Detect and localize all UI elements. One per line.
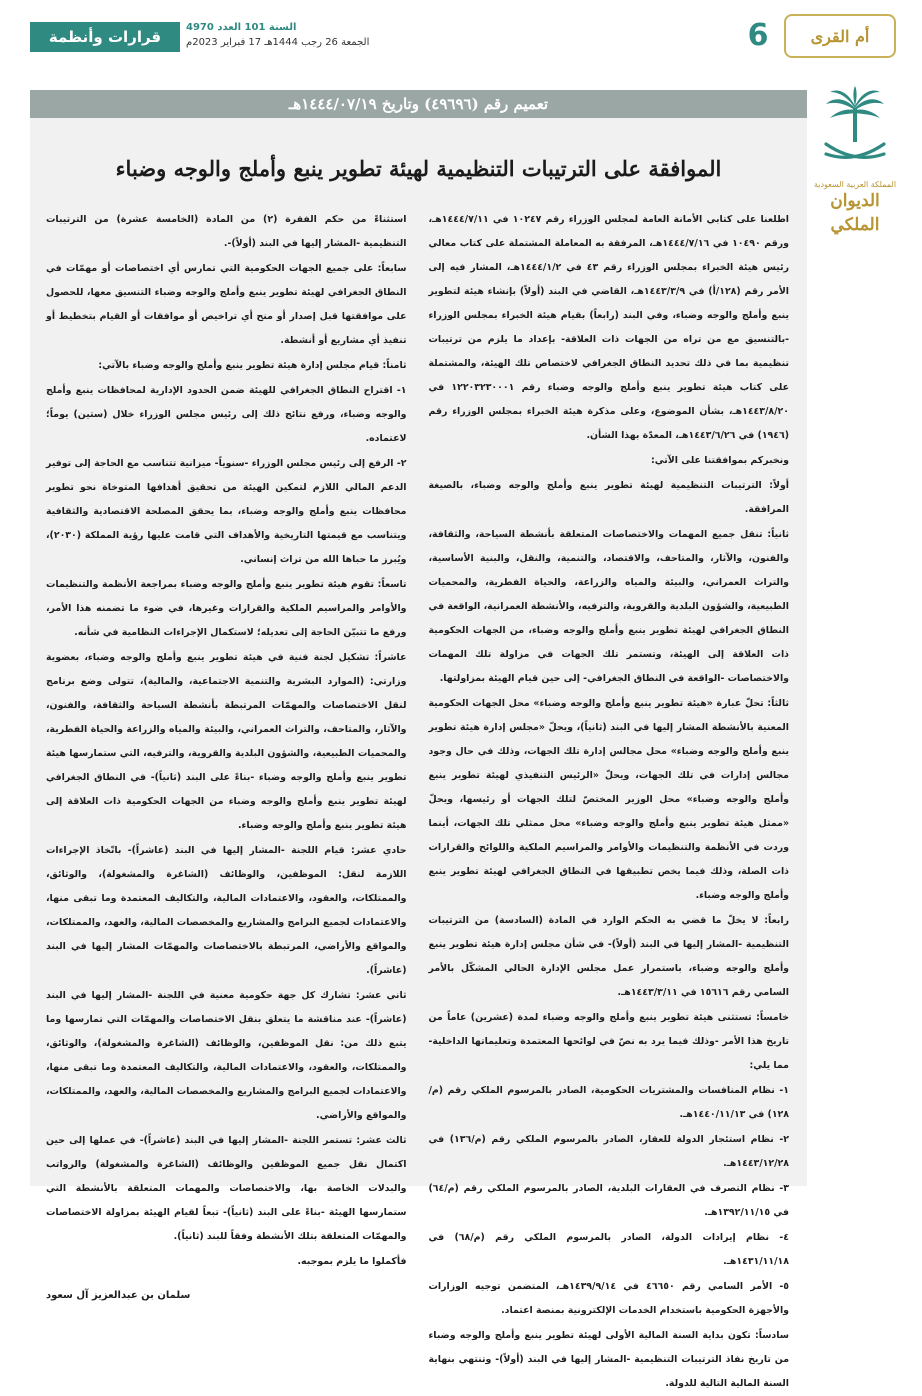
paragraph: ٤- نظام إيرادات الدولة، الصادر بالمرسوم الملكي رقم (م/٦٨) في ١٤٣١/١١/١٨هـ. bbox=[428, 1232, 789, 1267]
paragraph: رابعاً: لا يخلّ ما قضي به الحكم الوارد في المادة (السادسة) من الترتيبات التنظيمية -المشار إليها في البند (أولاً)- في شأن مجلس إدارة هيئة تطوير ينبع وأملج والوجه وضباء، باستمرار عمل مجلس الإدارة الحالي المشكّل بالأمر السامي رقم ١٥٦١٦ في ١٤٤٣/٣/١١هـ. bbox=[428, 915, 789, 998]
circular-number-title: تعميم رقم (٤٩٦٩٦) وتاريخ ١٤٤٤/٠٧/١٩هـ bbox=[288, 95, 549, 113]
left-column-paragraphs bbox=[46, 208, 407, 1274]
masthead-logo bbox=[784, 14, 896, 58]
paragraph: تاسعاً: تقوم هيئة تطوير ينبع وأملج والوجه وضباء بمراجعة الأنظمة والتنظيمات والأوامر والمراسيم الملكية والقرارات وغيرها، في ضوء ما تضمنه هذا الأمر، ورفع ما تتبيّن الحاجة إلى تعديله؛ لاستكمال الإجراءات النظامية في شأنه. bbox=[46, 579, 407, 638]
paragraph: ١- اقتراح النطاق الجغرافي للهيئة ضمن الحدود الإدارية لمحافظات ينبع وأملج والوجه وضباء، ورفع نتائج ذلك إلى رئيس مجلس الوزراء خلال (ستين) يوماً؛ لاعتماده. bbox=[46, 385, 407, 444]
paragraph: أولاً: الترتيبات التنظيمية لهيئة تطوير ينبع وأملج والوجه وضباء، بالصيغة المرافقة. bbox=[428, 480, 789, 515]
paragraph: سادساً: تكون بداية السنة المالية الأولى لهيئة تطوير ينبع وأملج والوجه وضباء من تاريخ نفاذ الترتيبات التنظيمية -المشار إليها في البند (أولاً)- وتنتهي بنهاية السنة المالية التالية للدولة. bbox=[428, 1330, 789, 1389]
text-columns bbox=[46, 208, 790, 1389]
paragraph: ٢- نظام استئجار الدولة للعقار، الصادر بالمرسوم الملكي رقم (م/١٣٦) في ١٤٤٣/١٢/٢٨هـ. bbox=[428, 1134, 789, 1169]
article-headline: الموافقة على الترتيبات التنظيمية لهيئة تطوير ينبع وأملج والوجه وضباء bbox=[115, 156, 722, 181]
circular-panel bbox=[30, 90, 807, 1389]
left-text-column bbox=[46, 208, 407, 1301]
paragraph: ثامناً: قيام مجلس إدارة هيئة تطوير ينبع وأملج والوجه وضباء بالآتي: bbox=[98, 360, 407, 371]
paragraph: ٢- الرفع إلى رئيس مجلس الوزراء -سنوياً- ميزانية تتناسب مع الحاجة إلى توفير الدعم المالي اللازم لتمكين الهيئة من تحقيق أهدافها المتوخاة نحو تطوير محافظات ينبع وأملج والوجه وضباء، بما يحقق المصلحة الاقتصادية والثقافية ويتناسب مع قيمتها التاريخية والأهداف التي قامت عليها رؤية المملكة (٢٠٣٠)، ويُبرز ما حباها الله من تراث إنساني. bbox=[46, 458, 407, 565]
palm-swords-emblem-icon bbox=[818, 86, 892, 176]
paragraph: عاشراً: تشكيل لجنة فنية في هيئة تطوير ينبع وأملج والوجه وضباء، بعضوية وزارتي: (الموارد البشرية والتنمية الاجتماعية، والمالية)، تتولى وضع برنامج لنقل الاختصاصات والمهمّات المرتبطة بأنشطة السياحة والثقافة، والفنون، والآثار، والمتاحف، والتراث العمراني، والبيئة والمياه والزراعة والحياة الفطرية، والمحميات الطبيعية، والشؤون البلدية والقروية، والترفيه، التي ستمارسها هيئة تطوير ينبع وأملج والوجه وضباء -بناءً على البند (ثانياً)- في النطاق الجغرافي لهيئة تطوير ينبع وأملج والوجه وضباء من الجهات الحكومية ذات العلاقة إلى هيئة تطوير ينبع وأملج والوجه وضباء. bbox=[46, 652, 407, 831]
masthead-title: أم القرى bbox=[810, 26, 870, 46]
paragraph: ثالثاً: تحلّ عبارة «هيئة تطوير ينبع وأملج والوجه وضباء» محل الجهات الحكومية المعنية بالأنشطة المشار إليها في البند (ثانياً)، ويحلّ «مجلس إدارة هيئة تطوير ينبع وأملج والوجه وضباء» محل مجالس إدارة تلك الجهات، وذلك في حال وجود مجالس إدارات في تلك الجهات، ويحلّ «الرئيس التنفيذي لهيئة تطوير ينبع وأملج والوجه وضباء» محل الوزير المختصّ لتلك الجهات أو رئيسها، ويحلّ «ممثل هيئة تطوير ينبع وأملج والوجه وضباء» محل ممثلي تلك الجهات، أينما وردت في الأنظمة والتنظيمات والأوامر والمراسيم الملكية واللوائح والقرارات ذات الصلة، وذلك فيما يخص تطبيقها في النطاق الجغرافي لهيئة تطوير ينبع وأملج والوجه وضباء. bbox=[428, 698, 789, 901]
paragraph: حادي عشر: قيام اللجنة -المشار إليها في البند (عاشراً)- باتّخاذ الإجراءات اللازمة لنقل: الموظفين، والوظائف (الشاغرة والمشغولة)، والوثائق، والممتلكات، والعقود، والاعتمادات المالية، والتكاليف المعتمدة وما تبقى منها، والاعتمادات لجميع البرامج والمشاريع والمخصصات المالية، والعهد، والممتلكات، والمواقع والأراضي، المرتبطة بالاختصاصات والمهمّات المشار إليها في البند (عاشراً). bbox=[46, 845, 407, 976]
right-text-column bbox=[428, 208, 790, 1389]
paragraph: فأكملوا ما يلزم بموجبه. bbox=[297, 1256, 407, 1267]
paragraph: ثانياً: تنقل جميع المهمات والاختصاصات المتعلقة بأنشطة السياحة، والثقافة، والفنون، والآثار، والمتاحف، والاقتصاد، والتنمية، والنقل، والبنية الأساسية، والتراث العمراني، والبيئة والمياه والزراعة، والحياة الفطرية، والمحميات الطبيعية، والشؤون البلدية والقروية، والترفيه، والأنشطة العمرانية، الواقعة في النطاق الجغرافي لهيئة تطوير ينبع وأملج والوجه وضباء، من الجهات الحكومية ذات العلاقة إلى الهيئة، وتستمر تلك الجهات في مزاولة تلك المهمات والاختصاصات -الواقعة في النطاق الجغرافي- إلى حين قيام الهيئة بمزاولتها. bbox=[428, 529, 789, 684]
paragraph: ونخبركم بموافقتنا على الآتي: bbox=[651, 455, 789, 466]
paragraph: استثناءً من حكم الفقرة (٢) من المادة (الخامسة عشرة) من الترتيبات التنظيمية -المشار إليها في البند (أولاً)-. bbox=[46, 214, 407, 249]
court-logo-title: الديوان الملكي bbox=[830, 191, 880, 235]
section-tab: قرارات وأنظمة bbox=[30, 22, 180, 52]
paragraph: ١- نظام المنافسات والمشتريات الحكومية، الصادر بالمرسوم الملكي رقم (م/١٢٨) في ١٤٤٠/١١/١٣هـ. bbox=[428, 1085, 789, 1120]
paragraph: ثالث عشر: تستمر اللجنة -المشار إليها في البند (عاشراً)- في عملها إلى حين اكتمال نقل جميع الموظفين والوظائف (الشاغرة والمشغولة) والرواتب والبدلات الخاصة بها، والاختصاصات والمهمات المتعلقة بالأنشطة التي ستمارسها الهيئة -بناءً على البند (ثانياً)- تبعاً لقيام الهيئة بمزاولة الاختصاصات والمهمّات المتعلقة بتلك الأنشطة وفقاً للبند (ثانياً). bbox=[46, 1135, 407, 1242]
page-number: 6 bbox=[747, 18, 769, 53]
paragraph: سابعاً: على جميع الجهات الحكومية التي تمارس أي اختصاصات أو مهمّات في النطاق الجغرافي لهيئة تطوير ينبع وأملج والوجه وضباء التنسيق معها، للحصول على موافقتها قبل إصدار أو منح أي تراخيص أو موافقات أو القيام بتخطيط أو تنفيذ أي مشاريع أو أنشطة. bbox=[46, 263, 407, 346]
paragraph: ٣- نظام التصرف في العقارات البلدية، الصادر بالمرسوم الملكي رقم (م/٦٤) في ١٣٩٢/١١/١٥هـ. bbox=[428, 1183, 789, 1218]
date-line: الجمعة 26 رجب 1444هـ 17 فبراير 2023م bbox=[186, 37, 370, 48]
court-logo-subtitle: المملكة العربية السعودية bbox=[813, 180, 897, 189]
page-header bbox=[0, 0, 922, 78]
circular-title-bar bbox=[30, 90, 807, 118]
royal-court-logo bbox=[812, 180, 898, 235]
paragraph: اطلعنا على كتابي الأمانة العامة لمجلس الوزراء رقم ١٠٢٤٧ في ١٤٤٤/٧/١١هـ، ورقم ١٠٤٩٠ في ١٤٤٤/٧/١٦هـ، المرفقة به المعاملة المشتملة على كتاب معالي رئيس هيئة الخبراء بمجلس الوزراء رقم ٤٣ في ١٤٤٤/١/٢هـ، المشار فيه إلى الأمر رقم (١٢٨/أ) في ١٤٤٣/٣/٩هـ، القاضي في البند (أولاً) بإنشاء هيئة لتطوير ينبع وأملج والوجه وضباء، وفي البند (رابعاً) بقيام هيئة الخبراء بمجلس الوزراء -بالتنسيق مع من تراه من الجهات ذات العلاقة- بإعداد ما يلزم من ترتيبات تنظيمية بما في ذلك تحديد النطاق الجغرافي لاختصاص تلك الهيئة، والمشتملة على كتاب هيئة تطوير ينبع وأملج والوجه وضباء رقم ١٢٢٠٣٢٣٠٠٠١ في ١٤٤٣/٨/٢٠هـ، بشأن الموضوع، وعلى مذكرة هيئة الخبراء بمجلس الوزراء رقم (١٩٤٦) في ١٤٤٣/٦/٢٦هـ، المعدّة بهذا الشأن. bbox=[428, 214, 790, 441]
signature: سلمان بن عبدالعزيز آل سعود bbox=[46, 1290, 191, 1301]
paragraph: ٥- الأمر السامي رقم ٤٦٦٥٠ في ١٤٣٩/٩/١٤هـ، المتضمن توجيه الوزارات والأجهزة الحكومية باستخدام الخدمات الإلكترونية بمنصة اعتماد. bbox=[428, 1281, 790, 1316]
paragraph: ثاني عشر: تشارك كل جهة حكومية معنية في اللجنة -المشار إليها في البند (عاشراً)- عند مناقشة ما يتعلق بنقل الاختصاصات والمهمّات التي تمارسها وما يتبع ذلك من: نقل الموظفين، والوظائف (الشاغرة والمشغولة)، والوثائق، والممتلكات، والعقود، والاعتمادات المالية، والتكاليف المعتمدة وما تبقى منها، والاعتمادات لجميع البرامج والمشاريع والمخصصات المالية، والعهد، والممتلكات، والمواقع والأراضي. bbox=[46, 990, 407, 1121]
issue-line: السنة 101 العدد 4970 bbox=[186, 22, 297, 33]
issue-info bbox=[186, 20, 386, 50]
paragraph: خامساً: تستثنى هيئة تطوير ينبع وأملج والوجه وضباء لمدة (عشرين) عاماً من تاريخ هذا الأمر -وذلك فيما يرد به نصّ في لوائحها المعتمدة وتعليماتها الداخلية- مما يلي: bbox=[428, 1012, 789, 1071]
